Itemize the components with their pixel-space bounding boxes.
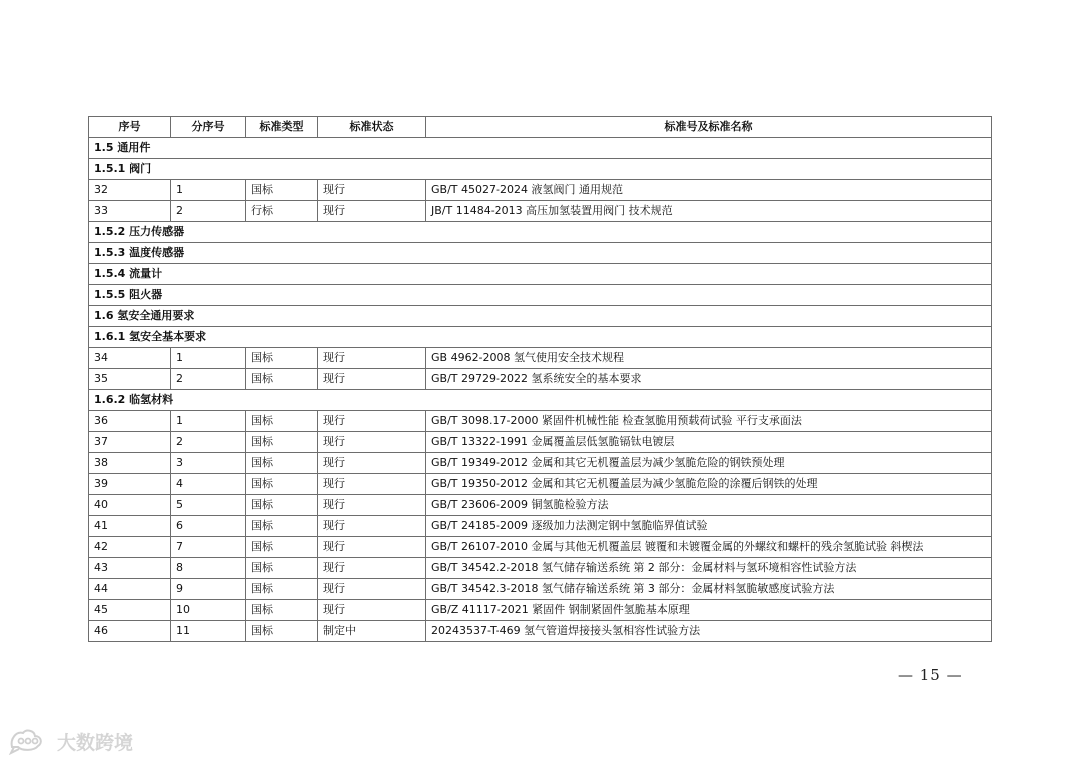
cell-status: 现行	[318, 495, 426, 516]
table-row	[89, 495, 992, 516]
section-title: 1.6 氢安全通用要求	[89, 306, 992, 327]
cell-status: 现行	[318, 579, 426, 600]
cell-sub-index: 11	[171, 621, 246, 642]
cell-type: 国标	[246, 537, 318, 558]
cell-index: 45	[89, 600, 171, 621]
cell-index: 41	[89, 516, 171, 537]
standards-table	[88, 116, 992, 642]
watermark-text: 大数跨境	[57, 731, 134, 754]
cell-type: 国标	[246, 432, 318, 453]
cell-standard-name: GB 4962-2008 氢气使用安全技术规程	[426, 348, 992, 369]
table-row	[89, 516, 992, 537]
cell-type: 国标	[246, 621, 318, 642]
table-row	[89, 600, 992, 621]
section-row	[89, 159, 992, 180]
section-row	[89, 390, 992, 411]
cell-standard-name: GB/T 19349-2012 金属和其它无机覆盖层为减少氢脆危险的钢铁预处理	[426, 453, 992, 474]
section-title: 1.5.3 温度传感器	[89, 243, 992, 264]
cell-sub-index: 7	[171, 537, 246, 558]
cell-standard-name: GB/T 34542.2-2018 氢气储存输送系统 第 2 部分：金属材料与氢环境相容性试验方法	[426, 558, 992, 579]
section-row	[89, 243, 992, 264]
cell-status: 现行	[318, 411, 426, 432]
cell-status: 制定中	[318, 621, 426, 642]
table-row	[89, 201, 992, 222]
table-row	[89, 348, 992, 369]
cell-status: 现行	[318, 180, 426, 201]
cell-index: 36	[89, 411, 171, 432]
cell-sub-index: 5	[171, 495, 246, 516]
cell-standard-name: GB/T 13322-1991 金属覆盖层低氢脆镉钛电镀层	[426, 432, 992, 453]
cell-index: 32	[89, 180, 171, 201]
cell-status: 现行	[318, 369, 426, 390]
cell-type: 国标	[246, 369, 318, 390]
section-row	[89, 327, 992, 348]
cell-index: 35	[89, 369, 171, 390]
cell-type: 国标	[246, 495, 318, 516]
section-title: 1.5 通用件	[89, 138, 992, 159]
table-row	[89, 558, 992, 579]
section-title: 1.6.1 氢安全基本要求	[89, 327, 992, 348]
header-cell-status: 标准状态	[318, 117, 426, 138]
logo-bubble-icon	[8, 727, 52, 755]
cell-type: 国标	[246, 180, 318, 201]
cell-standard-name: JB/T 11484-2013 高压加氢装置用阀门 技术规范	[426, 201, 992, 222]
cell-sub-index: 1	[171, 348, 246, 369]
cell-type: 国标	[246, 558, 318, 579]
cell-standard-name: GB/T 24185-2009 逐级加力法测定钢中氢脆临界值试验	[426, 516, 992, 537]
cell-index: 40	[89, 495, 171, 516]
cell-sub-index: 1	[171, 180, 246, 201]
section-title: 1.5.1 阀门	[89, 159, 992, 180]
cell-type: 国标	[246, 348, 318, 369]
cell-type: 行标	[246, 201, 318, 222]
cell-status: 现行	[318, 600, 426, 621]
table-row	[89, 621, 992, 642]
section-title: 1.5.2 压力传感器	[89, 222, 992, 243]
table-row	[89, 369, 992, 390]
cell-index: 42	[89, 537, 171, 558]
cell-index: 38	[89, 453, 171, 474]
cell-type: 国标	[246, 600, 318, 621]
table-row	[89, 474, 992, 495]
cell-standard-name: GB/Z 41117-2021 紧固件 钢制紧固件氢脆基本原理	[426, 600, 992, 621]
cell-standard-name: GB/T 26107-2010 金属与其他无机覆盖层 镀覆和未镀覆金属的外螺纹和螺杆的残余氢脆试验 斜楔法	[426, 537, 992, 558]
cell-type: 国标	[246, 411, 318, 432]
page-number: — 15 —	[898, 666, 963, 684]
cell-index: 34	[89, 348, 171, 369]
cell-sub-index: 6	[171, 516, 246, 537]
section-row	[89, 285, 992, 306]
cell-index: 44	[89, 579, 171, 600]
cell-type: 国标	[246, 474, 318, 495]
cell-sub-index: 1	[171, 411, 246, 432]
cell-status: 现行	[318, 348, 426, 369]
section-title: 1.5.4 流量计	[89, 264, 992, 285]
header-cell-sub-index: 分序号	[171, 117, 246, 138]
cell-index: 46	[89, 621, 171, 642]
cell-type: 国标	[246, 516, 318, 537]
section-row	[89, 264, 992, 285]
header-cell-type: 标准类型	[246, 117, 318, 138]
cell-status: 现行	[318, 474, 426, 495]
cell-status: 现行	[318, 558, 426, 579]
cell-sub-index: 9	[171, 579, 246, 600]
cell-standard-name: 20243537-T-469 氢气管道焊接接头氢相容性试验方法	[426, 621, 992, 642]
cell-standard-name: GB/T 3098.17-2000 紧固件机械性能 检查氢脆用预载荷试验 平行支承面法	[426, 411, 992, 432]
cell-type: 国标	[246, 453, 318, 474]
cell-sub-index: 2	[171, 432, 246, 453]
table-row	[89, 453, 992, 474]
cell-sub-index: 3	[171, 453, 246, 474]
section-title: 1.6.2 临氢材料	[89, 390, 992, 411]
cell-status: 现行	[318, 453, 426, 474]
cell-status: 现行	[318, 432, 426, 453]
table-row	[89, 579, 992, 600]
table-row	[89, 411, 992, 432]
cell-sub-index: 2	[171, 369, 246, 390]
section-row	[89, 306, 992, 327]
cell-standard-name: GB/T 23606-2009 铜氢脆检验方法	[426, 495, 992, 516]
cell-sub-index: 2	[171, 201, 246, 222]
cell-type: 国标	[246, 579, 318, 600]
cell-index: 43	[89, 558, 171, 579]
cell-status: 现行	[318, 537, 426, 558]
cell-standard-name: GB/T 45027-2024 液氢阀门 通用规范	[426, 180, 992, 201]
cell-status: 现行	[318, 201, 426, 222]
section-row	[89, 222, 992, 243]
table-body	[89, 138, 992, 642]
table-row	[89, 180, 992, 201]
watermark	[8, 727, 133, 755]
section-title: 1.5.5 阻火器	[89, 285, 992, 306]
cell-index: 37	[89, 432, 171, 453]
cell-sub-index: 4	[171, 474, 246, 495]
cell-sub-index: 10	[171, 600, 246, 621]
cell-standard-name: GB/T 34542.3-2018 氢气储存输送系统 第 3 部分：金属材料氢脆敏感度试验方法	[426, 579, 992, 600]
table-header-row	[89, 117, 992, 138]
cell-index: 39	[89, 474, 171, 495]
header-cell-index: 序号	[89, 117, 171, 138]
table-row	[89, 537, 992, 558]
cell-standard-name: GB/T 29729-2022 氢系统安全的基本要求	[426, 369, 992, 390]
table-row	[89, 432, 992, 453]
header-cell-standard-name: 标准号及标准名称	[426, 117, 992, 138]
cell-index: 33	[89, 201, 171, 222]
cell-sub-index: 8	[171, 558, 246, 579]
cell-standard-name: GB/T 19350-2012 金属和其它无机覆盖层为减少氢脆危险的涂覆后钢铁的处理	[426, 474, 992, 495]
section-row	[89, 138, 992, 159]
cell-status: 现行	[318, 516, 426, 537]
